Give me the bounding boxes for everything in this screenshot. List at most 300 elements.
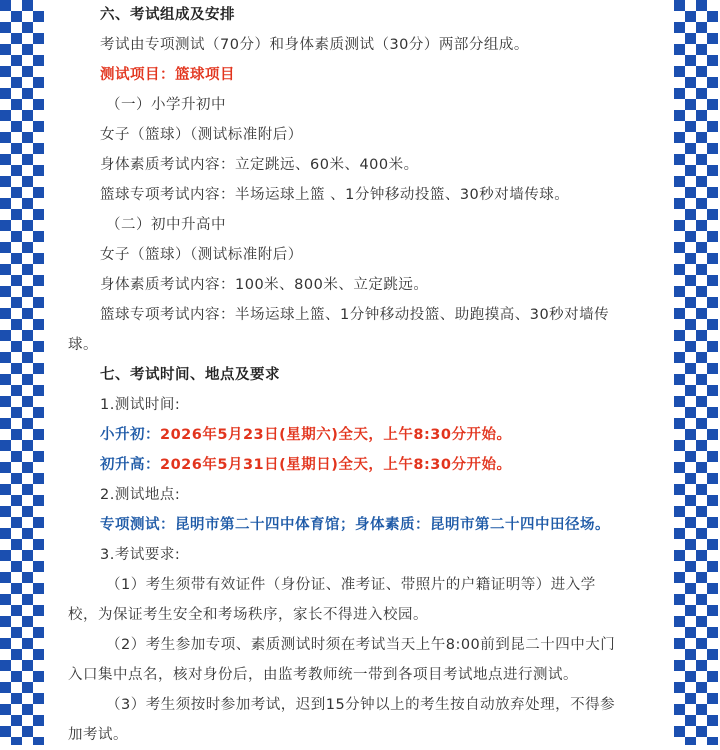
checker-square: [674, 484, 685, 495]
checker-square: [22, 440, 33, 451]
checker-square: [685, 33, 696, 44]
document-body: [68, 0, 652, 745]
checker-square: [33, 297, 44, 308]
checker-square: [33, 319, 44, 330]
checker-square: [707, 671, 718, 682]
checker-square: [707, 275, 718, 286]
checker-square: [707, 11, 718, 22]
group-two-special-line1: 篮球专项考试内容：半场运球上篮、1分钟移动投篮、助跑摸高、30秒对墙传: [100, 307, 610, 323]
checker-square: [674, 616, 685, 627]
checker-square: [696, 264, 707, 275]
time-primary-label: 小升初：: [100, 427, 160, 443]
checker-square: [696, 638, 707, 649]
checker-square: [33, 737, 44, 745]
checker-square: [22, 396, 33, 407]
checker-square: [22, 528, 33, 539]
checker-square: [707, 165, 718, 176]
checker-square: [0, 154, 11, 165]
checker-square: [0, 682, 11, 693]
checker-square: [696, 374, 707, 385]
checker-square: [11, 275, 22, 286]
checker-square: [22, 374, 33, 385]
checker-square: [696, 286, 707, 297]
checker-square: [707, 99, 718, 110]
checker-square: [22, 506, 33, 517]
checker-square: [0, 264, 11, 275]
group-two-special-line2: 球。: [68, 337, 98, 353]
checker-square: [0, 110, 11, 121]
checker-square: [11, 385, 22, 396]
checker-square: [707, 473, 718, 484]
checker-square: [0, 726, 11, 737]
checker-square: [22, 176, 33, 187]
checker-square: [11, 33, 22, 44]
checker-square: [0, 506, 11, 517]
checker-square: [707, 737, 718, 745]
checker-square: [22, 682, 33, 693]
checker-square: [11, 583, 22, 594]
checker-square: [696, 0, 707, 11]
checker-square: [674, 176, 685, 187]
checker-square: [0, 638, 11, 649]
checker-square: [685, 451, 696, 462]
checker-square: [707, 407, 718, 418]
checker-square: [0, 176, 11, 187]
checker-square: [674, 418, 685, 429]
checker-square: [0, 462, 11, 473]
checker-square: [685, 11, 696, 22]
checker-square: [685, 253, 696, 264]
checker-square: [685, 561, 696, 572]
checker-square: [33, 55, 44, 66]
checker-square: [696, 132, 707, 143]
checker-square: [0, 286, 11, 297]
checker-square: [707, 297, 718, 308]
checker-square: [685, 495, 696, 506]
checker-square: [696, 440, 707, 451]
checker-square: [685, 187, 696, 198]
group-one-title: （一）小学升初中: [106, 97, 226, 113]
checker-square: [11, 11, 22, 22]
checker-square: [33, 715, 44, 726]
checker-square: [22, 66, 33, 77]
checker-square: [696, 616, 707, 627]
checker-square: [696, 66, 707, 77]
checker-square: [685, 231, 696, 242]
checker-square: [685, 209, 696, 220]
checker-square: [22, 638, 33, 649]
checker-square: [11, 715, 22, 726]
requirement-two-line1: （2）考生参加专项、素质测试时须在考试当天上午8:00前到昆二十四中大门: [106, 637, 616, 653]
checker-square: [674, 0, 685, 11]
checker-square: [674, 132, 685, 143]
checker-square: [22, 462, 33, 473]
checker-pattern: [674, 0, 718, 745]
checker-square: [674, 22, 685, 33]
checker-square: [11, 319, 22, 330]
checker-square: [11, 209, 22, 220]
checker-square: [696, 242, 707, 253]
checker-square: [685, 473, 696, 484]
checker-square: [685, 319, 696, 330]
test-time-label: 1.测试时间:: [100, 397, 181, 413]
checker-square: [674, 352, 685, 363]
checker-square: [0, 44, 11, 55]
checker-square: [696, 462, 707, 473]
checker-square: [685, 539, 696, 550]
checker-square: [22, 154, 33, 165]
checker-square: [674, 682, 685, 693]
checker-square: [33, 275, 44, 286]
checker-square: [707, 385, 718, 396]
checker-square: [685, 341, 696, 352]
checker-square: [0, 66, 11, 77]
checker-square: [674, 462, 685, 473]
checker-square: [22, 88, 33, 99]
checker-square: [685, 121, 696, 132]
checker-square: [33, 11, 44, 22]
checker-square: [674, 704, 685, 715]
checker-square: [0, 572, 11, 583]
checker-square: [696, 154, 707, 165]
checker-square: [0, 330, 11, 341]
checker-square: [11, 561, 22, 572]
checker-square: [0, 352, 11, 363]
checker-square: [696, 704, 707, 715]
checker-square: [33, 495, 44, 506]
left-checker-border: [0, 0, 46, 745]
group-one-physical: 身体素质考试内容：立定跳远、60米、400米。: [100, 157, 419, 173]
checker-square: [674, 264, 685, 275]
checker-square: [685, 649, 696, 660]
checker-square: [696, 88, 707, 99]
checker-square: [685, 165, 696, 176]
checker-square: [33, 77, 44, 88]
checker-square: [33, 253, 44, 264]
checker-square: [11, 539, 22, 550]
checker-square: [33, 33, 44, 44]
checker-square: [11, 649, 22, 660]
checker-square: [707, 363, 718, 374]
checker-square: [11, 671, 22, 682]
checker-square: [707, 451, 718, 462]
checker-square: [11, 187, 22, 198]
checker-square: [0, 198, 11, 209]
checker-square: [674, 594, 685, 605]
checker-square: [707, 715, 718, 726]
checker-square: [696, 176, 707, 187]
checker-square: [707, 517, 718, 528]
checker-square: [696, 352, 707, 363]
requirement-one-line1: （1）考生须带有效证件（身份证、准考证、带照片的户籍证明等）进入学: [106, 577, 596, 593]
checker-square: [0, 396, 11, 407]
checker-pattern: [0, 0, 44, 745]
checker-square: [0, 374, 11, 385]
checker-square: [674, 66, 685, 77]
checker-square: [696, 110, 707, 121]
checker-square: [33, 539, 44, 550]
checker-square: [11, 165, 22, 176]
checker-square: [0, 88, 11, 99]
checker-square: [11, 297, 22, 308]
checker-square: [0, 418, 11, 429]
checker-square: [685, 143, 696, 154]
checker-square: [22, 198, 33, 209]
checker-square: [696, 660, 707, 671]
checker-square: [11, 473, 22, 484]
checker-square: [22, 264, 33, 275]
group-two-physical: 身体素质考试内容：100米、800米、立定跳远。: [100, 277, 429, 293]
checker-square: [707, 55, 718, 66]
checker-square: [11, 407, 22, 418]
checker-square: [696, 550, 707, 561]
checker-square: [707, 253, 718, 264]
checker-square: [707, 33, 718, 44]
checker-square: [674, 572, 685, 583]
checker-square: [685, 627, 696, 638]
checker-square: [685, 385, 696, 396]
checker-square: [33, 209, 44, 220]
checker-square: [33, 385, 44, 396]
checker-square: [33, 407, 44, 418]
checker-square: [674, 198, 685, 209]
checker-square: [674, 220, 685, 231]
checker-square: [685, 583, 696, 594]
checker-square: [11, 55, 22, 66]
test-place-label: 2.测试地点:: [100, 487, 181, 503]
checker-square: [33, 627, 44, 638]
section-six-heading: 六、考试组成及安排: [100, 7, 235, 23]
checker-square: [11, 253, 22, 264]
checker-square: [11, 99, 22, 110]
checker-square: [33, 143, 44, 154]
checker-square: [22, 550, 33, 561]
checker-square: [0, 660, 11, 671]
checker-square: [22, 132, 33, 143]
checker-square: [685, 693, 696, 704]
checker-square: [674, 660, 685, 671]
checker-square: [22, 242, 33, 253]
checker-square: [707, 627, 718, 638]
checker-square: [696, 44, 707, 55]
checker-square: [33, 583, 44, 594]
checker-square: [696, 308, 707, 319]
time-primary-value: 2026年5月23日(星期六)全天，上午8:30分开始。: [160, 427, 512, 443]
checker-square: [33, 187, 44, 198]
checker-square: [11, 627, 22, 638]
checker-square: [674, 726, 685, 737]
requirement-three-line1: （3）考生须按时参加考试，迟到15分钟以上的考生按自动放弃处理，不得参: [106, 697, 616, 713]
checker-square: [11, 451, 22, 462]
checker-square: [22, 594, 33, 605]
checker-square: [22, 726, 33, 737]
checker-square: [0, 616, 11, 627]
checker-square: [685, 517, 696, 528]
checker-square: [11, 605, 22, 616]
checker-square: [22, 352, 33, 363]
checker-square: [0, 242, 11, 253]
checker-square: [685, 297, 696, 308]
checker-square: [674, 44, 685, 55]
test-place-value: 专项测试：昆明市第二十四中体育馆；身体素质：昆明市第二十四中田径场。: [100, 517, 610, 533]
checker-square: [674, 506, 685, 517]
checker-square: [33, 649, 44, 660]
checker-square: [674, 154, 685, 165]
checker-square: [674, 308, 685, 319]
group-one-gender: 女子（篮球）（测试标准附后）: [100, 127, 303, 143]
time-primary-line: [68, 420, 652, 450]
checker-square: [22, 286, 33, 297]
checker-square: [33, 451, 44, 462]
checker-square: [33, 693, 44, 704]
checker-square: [33, 561, 44, 572]
checker-square: [33, 165, 44, 176]
checker-square: [674, 330, 685, 341]
checker-square: [685, 737, 696, 745]
checker-square: [685, 671, 696, 682]
checker-square: [696, 220, 707, 231]
checker-square: [0, 440, 11, 451]
checker-square: [0, 704, 11, 715]
checker-square: [707, 561, 718, 572]
checker-square: [696, 726, 707, 737]
checker-square: [11, 737, 22, 745]
time-middle-label: 初升高：: [100, 457, 160, 473]
checker-square: [707, 605, 718, 616]
checker-square: [685, 605, 696, 616]
checker-square: [685, 429, 696, 440]
checker-square: [674, 638, 685, 649]
checker-square: [707, 693, 718, 704]
checker-square: [674, 528, 685, 539]
test-requirements-label: 3.考试要求:: [100, 547, 181, 563]
checker-square: [674, 286, 685, 297]
checker-square: [0, 594, 11, 605]
checker-square: [22, 220, 33, 231]
checker-square: [22, 308, 33, 319]
checker-square: [33, 363, 44, 374]
checker-square: [33, 671, 44, 682]
checker-square: [11, 693, 22, 704]
checker-square: [707, 231, 718, 242]
checker-square: [33, 99, 44, 110]
section-seven-heading: 七、考试时间、地点及要求: [100, 367, 280, 383]
checker-square: [685, 77, 696, 88]
checker-square: [0, 0, 11, 11]
checker-square: [707, 187, 718, 198]
group-one-special: 篮球专项考试内容：半场运球上篮 、1分钟移动投篮、30秒对墙传球。: [100, 187, 570, 203]
checker-square: [696, 330, 707, 341]
checker-square: [0, 132, 11, 143]
checker-square: [674, 110, 685, 121]
checker-square: [33, 231, 44, 242]
checker-square: [707, 209, 718, 220]
requirement-one-line2: 校，为保证考生安全和考场秩序，家长不得进入校园。: [68, 607, 428, 623]
checker-square: [11, 363, 22, 374]
checker-square: [696, 528, 707, 539]
checker-square: [33, 341, 44, 352]
checker-square: [33, 473, 44, 484]
checker-square: [11, 77, 22, 88]
checker-square: [707, 583, 718, 594]
checker-square: [11, 121, 22, 132]
right-checker-border: [674, 0, 720, 745]
checker-square: [685, 407, 696, 418]
checker-square: [11, 143, 22, 154]
checker-square: [674, 88, 685, 99]
checker-square: [11, 341, 22, 352]
checker-square: [685, 55, 696, 66]
checker-square: [0, 22, 11, 33]
checker-square: [696, 198, 707, 209]
checker-square: [685, 275, 696, 286]
requirement-two-line2: 入口集中点名，核对身份后，由监考教师统一带到各项目考试地点进行测试。: [68, 667, 578, 683]
checker-square: [11, 429, 22, 440]
checker-square: [707, 319, 718, 330]
checker-square: [696, 572, 707, 583]
group-two-title: （二）初中升高中: [106, 217, 226, 233]
checker-square: [22, 704, 33, 715]
checker-square: [22, 418, 33, 429]
checker-square: [685, 715, 696, 726]
checker-square: [22, 572, 33, 583]
checker-square: [11, 495, 22, 506]
checker-square: [0, 308, 11, 319]
section-six-intro: 考试由专项测试（70分）和身体素质测试（30分）两部分组成。: [100, 37, 529, 53]
checker-square: [11, 517, 22, 528]
checker-square: [707, 495, 718, 506]
checker-square: [707, 539, 718, 550]
checker-square: [33, 517, 44, 528]
checker-square: [674, 396, 685, 407]
checker-square: [0, 550, 11, 561]
checker-square: [696, 418, 707, 429]
checker-square: [674, 242, 685, 253]
checker-square: [707, 649, 718, 660]
checker-square: [22, 330, 33, 341]
checker-square: [696, 506, 707, 517]
checker-square: [707, 341, 718, 352]
checker-square: [707, 143, 718, 154]
requirement-three-line2: 加考试。: [68, 727, 128, 743]
checker-square: [696, 484, 707, 495]
group-two-gender: 女子（篮球）（测试标准附后）: [100, 247, 303, 263]
checker-square: [0, 220, 11, 231]
checker-square: [0, 484, 11, 495]
checker-square: [22, 660, 33, 671]
checker-square: [22, 110, 33, 121]
time-middle-line: [68, 450, 652, 480]
checker-square: [22, 44, 33, 55]
checker-square: [696, 682, 707, 693]
checker-square: [11, 231, 22, 242]
checker-square: [33, 429, 44, 440]
checker-square: [674, 550, 685, 561]
checker-square: [707, 121, 718, 132]
checker-square: [33, 605, 44, 616]
checker-square: [674, 374, 685, 385]
checker-square: [33, 121, 44, 132]
checker-square: [22, 22, 33, 33]
checker-square: [696, 594, 707, 605]
checker-square: [674, 440, 685, 451]
checker-square: [707, 77, 718, 88]
checker-square: [22, 484, 33, 495]
checker-square: [22, 616, 33, 627]
checker-square: [22, 0, 33, 11]
test-project-line: 测试项目：篮球项目: [100, 67, 235, 83]
checker-square: [685, 99, 696, 110]
